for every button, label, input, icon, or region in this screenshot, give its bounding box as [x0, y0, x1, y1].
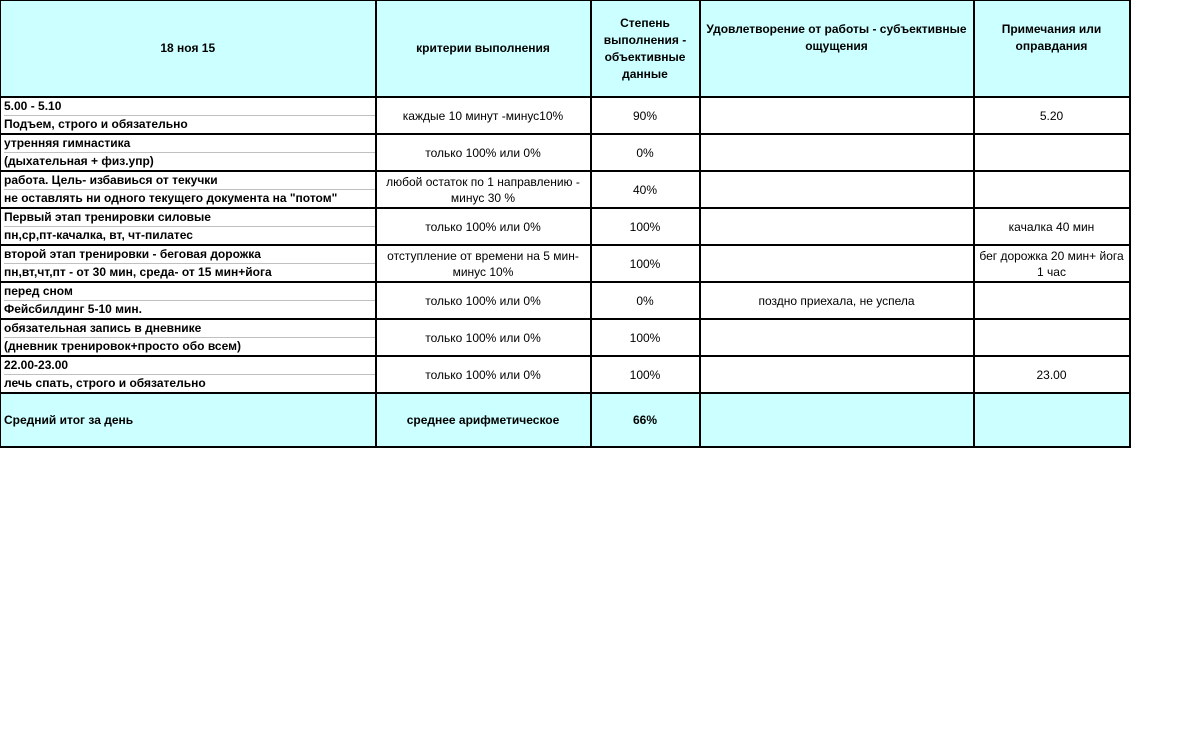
summary-satisfaction[interactable] [700, 393, 974, 447]
task-detail: (дыхательная + физ.упр) [4, 154, 154, 168]
criteria-cell[interactable]: только 100% или 0% [376, 208, 591, 245]
notes-cell[interactable]: 23.00 [974, 356, 1130, 393]
task-cell[interactable] [1, 208, 376, 245]
header-criteria[interactable]: критерии выполнения [376, 1, 591, 98]
degree-cell[interactable]: 90% [591, 97, 700, 134]
table-row [1, 245, 1130, 282]
criteria-cell[interactable]: только 100% или 0% [376, 319, 591, 356]
criteria-cell[interactable]: только 100% или 0% [376, 134, 591, 171]
satisfaction-cell[interactable] [700, 356, 974, 393]
degree-cell[interactable]: 40% [591, 171, 700, 208]
task-cell[interactable] [1, 319, 376, 356]
criteria-cell[interactable]: только 100% или 0% [376, 282, 591, 319]
task-detail: пн,вт,чт,пт - от 30 мин, среда- от 15 мин+йога [4, 265, 272, 279]
notes-cell[interactable]: качалка 40 мин [974, 208, 1130, 245]
task-detail: пн,ср,пт-качалка, вт, чт-пилатес [4, 228, 193, 242]
summary-row [1, 393, 1130, 447]
satisfaction-cell[interactable]: поздно приехала, не успела [700, 282, 974, 319]
table-row [1, 97, 1130, 134]
task-title: обязательная запись в дневнике [4, 320, 375, 338]
task-cell[interactable] [1, 171, 376, 208]
degree-cell[interactable]: 0% [591, 282, 700, 319]
header-satisfaction[interactable]: Удовлетворение от работы - субъективные ощущения [700, 1, 974, 98]
satisfaction-cell[interactable] [700, 208, 974, 245]
satisfaction-cell[interactable] [700, 97, 974, 134]
notes-cell[interactable] [974, 134, 1130, 171]
table-row [1, 208, 1130, 245]
notes-cell[interactable] [974, 171, 1130, 208]
task-detail: Подъем, строго и обязательно [4, 117, 188, 131]
summary-criteria[interactable]: среднее арифметическое [376, 393, 591, 447]
table-row [1, 319, 1130, 356]
summary-notes[interactable] [974, 393, 1130, 447]
task-detail: лечь спать, строго и обязательно [4, 376, 206, 390]
criteria-cell[interactable]: только 100% или 0% [376, 356, 591, 393]
task-title: утренняя гимнастика [4, 135, 375, 153]
satisfaction-cell[interactable] [700, 134, 974, 171]
header-degree[interactable]: Степень выполнения - объективные данные [591, 1, 700, 98]
notes-cell[interactable] [974, 319, 1130, 356]
task-title: 5.00 - 5.10 [4, 98, 375, 116]
header-row [1, 1, 1130, 98]
task-cell[interactable] [1, 282, 376, 319]
task-title: 22.00-23.00 [4, 357, 375, 375]
notes-cell[interactable]: 5.20 [974, 97, 1130, 134]
task-cell[interactable] [1, 356, 376, 393]
satisfaction-cell[interactable] [700, 171, 974, 208]
notes-cell[interactable]: бег дорожка 20 мин+ йога 1 час [974, 245, 1130, 282]
task-detail: (дневник тренировок+просто обо всем) [4, 339, 241, 353]
task-detail: Фейсбилдинг 5-10 мин. [4, 302, 142, 316]
satisfaction-cell[interactable] [700, 245, 974, 282]
task-title: Первый этап тренировки силовые [4, 209, 375, 227]
degree-cell[interactable]: 100% [591, 208, 700, 245]
summary-label[interactable]: Средний итог за день [1, 393, 376, 447]
task-title: перед сном [4, 283, 375, 301]
criteria-cell[interactable]: каждые 10 минут -минус10% [376, 97, 591, 134]
header-notes[interactable]: Примечания или оправдания [974, 1, 1130, 98]
degree-cell[interactable]: 0% [591, 134, 700, 171]
task-detail: не оставлять ни одного текущего документа на "потом" [4, 191, 338, 205]
criteria-cell[interactable]: отступление от времени на 5 мин- минус 10% [376, 245, 591, 282]
summary-degree[interactable]: 66% [591, 393, 700, 447]
task-cell[interactable] [1, 97, 376, 134]
degree-cell[interactable]: 100% [591, 245, 700, 282]
degree-cell[interactable]: 100% [591, 356, 700, 393]
header-date[interactable]: 18 ноя 15 [1, 1, 376, 98]
table-row [1, 282, 1130, 319]
task-cell[interactable] [1, 245, 376, 282]
task-title: второй этап тренировки - беговая дорожка [4, 246, 375, 264]
task-cell[interactable] [1, 134, 376, 171]
notes-cell[interactable] [974, 282, 1130, 319]
degree-cell[interactable]: 100% [591, 319, 700, 356]
task-title: работа. Цель- избавиься от текучки [4, 172, 375, 190]
satisfaction-cell[interactable] [700, 319, 974, 356]
table-row [1, 171, 1130, 208]
table-row [1, 134, 1130, 171]
criteria-cell[interactable]: любой остаток по 1 направлению - минус 30 % [376, 171, 591, 208]
table-row [1, 356, 1130, 393]
